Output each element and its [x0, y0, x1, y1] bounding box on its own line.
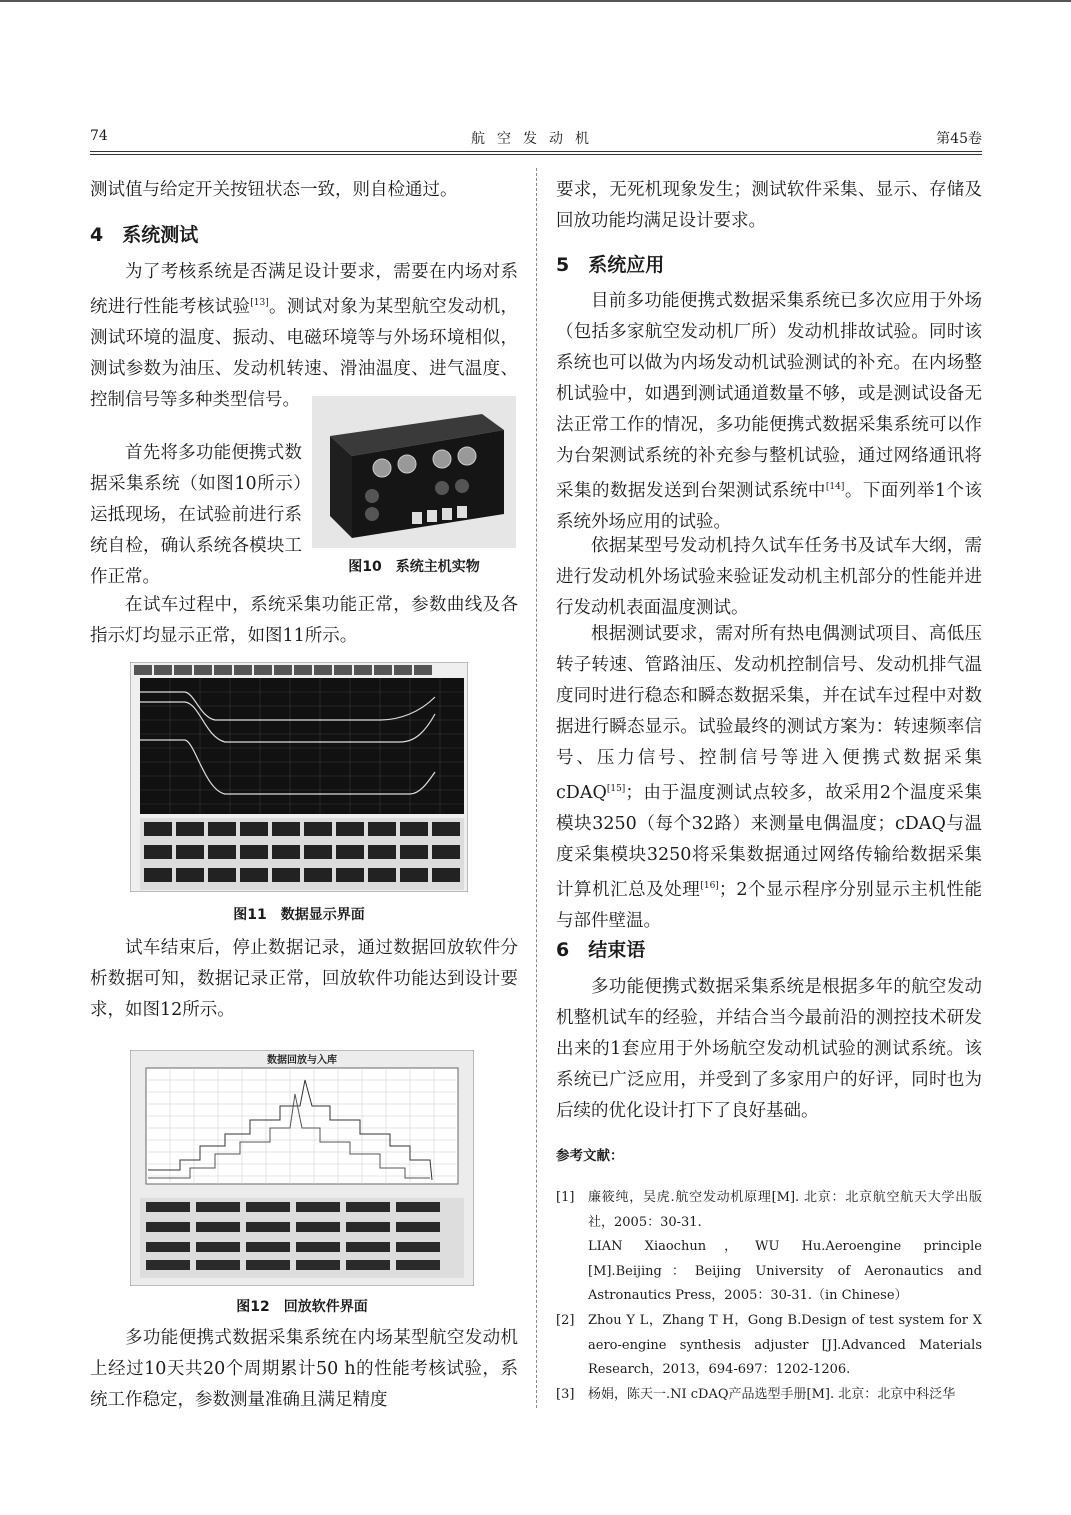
reference-1: [1] 廉筱纯，吴虎.航空发动机原理[M]. 北京：北京航空航天大学出版社，2005：30-31. LIAN Xiaochun，WU Hu.Aeroengine principle [M].Beijing：Beijing University of Aeronautics and Astronautics Press，2005：30-31.（in Chinese） — [556, 1190, 982, 1303]
column-divider — [536, 168, 537, 1408]
right-paragraph-4: 根据测试要求，需对所有热电偶测试项目、高低压转子转速、管路油压、发动机控制信号、发动机排气温度同时进行稳态和瞬态数据采集，并在试车过程中对数据进行瞬态显示。试验最终的测试方案为：转速频率信号、压力信号、控制信号等进入便携式数据采集cDAQ[15]；由于温度测试点较多，故采用2个温度采集模块3250（每个32路）来测量电偶温度；cDAQ与温度采集模块3250将采集数据通过网络传输给数据采集计算机汇总及处理[16]；2个显示程序分别显示主机性能与部件壁温。 — [556, 624, 983, 931]
figure-10-photo — [312, 396, 516, 548]
figure-12-caption: 图12 回放软件界面 — [236, 1299, 368, 1315]
left-paragraph-4: 在试车过程中，系统采集功能正常，参数曲线及各指示灯均显示正常，如图11所示。 — [90, 595, 518, 646]
section-4-heading: 4 系统测试 — [90, 224, 199, 246]
citation-14: [14] — [825, 482, 845, 492]
left-paragraph-3: 首先将多功能便携式数据采集系统（如图10所示）运抵现场，在试验前进行系统自检，确认系统各模块工作正常。 — [90, 443, 302, 587]
right-paragraph-3: 依据某型号发动机持久试车任务书及试车大纲，需进行发动机外场试验来验证发动机主机部分的性能并进行发动机表面温度测试。 — [556, 536, 982, 618]
figure-12-playback-interface — [130, 1050, 474, 1286]
figure-12-window-title: 数据回放与入库 — [267, 1055, 337, 1066]
header-rule — [90, 151, 982, 152]
right-paragraph-2: 目前多功能便携式数据采集系统已多次应用于外场（包括多家航空发动机厂所）发动机排故试验。同时该系统也可以做为内场发动机试验测试的补充。在内场整机试验中，如遇到测试通道数量不够，或是测试设备无法正常工作的情况，多功能便携式数据采集系统可以作为台架测试系统的补充参与整机试验，通过网络通讯将采集的数据发送到台架测试系统中[14]。下面列举1个该系统外场应用的试验。 — [556, 291, 982, 532]
right-paragraph-1: 要求，无死机现象发生；测试软件采集、显示、存储及回放功能均满足设计要求。 — [556, 180, 982, 231]
left-paragraph-5: 试车结束后，停止数据记录，通过数据回放软件分析数据可知，数据记录正常，回放软件功能达到设计要求，如图12所示。 — [90, 938, 518, 1020]
right-paragraph-5: 多功能便携式数据采集系统是根据多年的航空发动机整机试车的经验，并结合当今最前沿的测控技术研发出来的1套应用于外场航空发动机试验的测试系统。该系统已广泛应用，并受到了多家用户的好评，同时也为后续的优化设计打下了良好基础。 — [556, 977, 982, 1121]
volume-label: 第45卷 — [936, 131, 982, 147]
running-header — [90, 128, 982, 150]
figure-11-display-interface — [130, 662, 468, 892]
page-top-border — [0, 0, 1071, 2]
citation-15: [15] — [606, 784, 626, 794]
reference-2: [2] Zhou Y L，Zhang T H，Gong B.Design of test system for X aero-engine synthesis adjuster [J].Advanced Materials Research，2013，694-697：1202-1206. — [556, 1313, 982, 1377]
citation-13: [13] — [250, 298, 269, 308]
left-paragraph-1: 测试值与给定开关按钮状态一致，则自检通过。 — [90, 180, 458, 200]
left-paragraph-6: 多功能便携式数据采集系统在内场某型航空发动机上经过10天共20个周期累计50 h的性能考核试验，系统工作稳定，参数测量准确且满足精度 — [90, 1328, 518, 1410]
figure-11-caption: 图11 数据显示界面 — [233, 907, 365, 923]
references-heading: 参考文献： — [556, 1148, 624, 1164]
left-paragraph-2: 为了考核系统是否满足设计要求，需要在内场对系统进行性能考核试验[13]。测试对象为某型航空发动机，测试环境的温度、振动、电磁环境等与外场环境相似，测试参数为油压、发动机转速、滑油温度、进气温度、控制信号等多种类型信号。 — [90, 262, 519, 410]
journal-name: 航空发动机 — [471, 131, 601, 147]
citation-16: [16] — [700, 880, 719, 891]
page-number: 74 — [90, 128, 108, 144]
section-6-heading: 6 结束语 — [556, 939, 646, 961]
figure-10-caption: 图10 系统主机实物 — [348, 559, 480, 575]
reference-3: [3] 杨娟，陈天一.NI cDAQ产品选型手册[M]. 北京：北京中科泛华 — [556, 1387, 956, 1402]
section-5-heading: 5 系统应用 — [556, 254, 665, 276]
header-rule-2 — [90, 154, 982, 155]
